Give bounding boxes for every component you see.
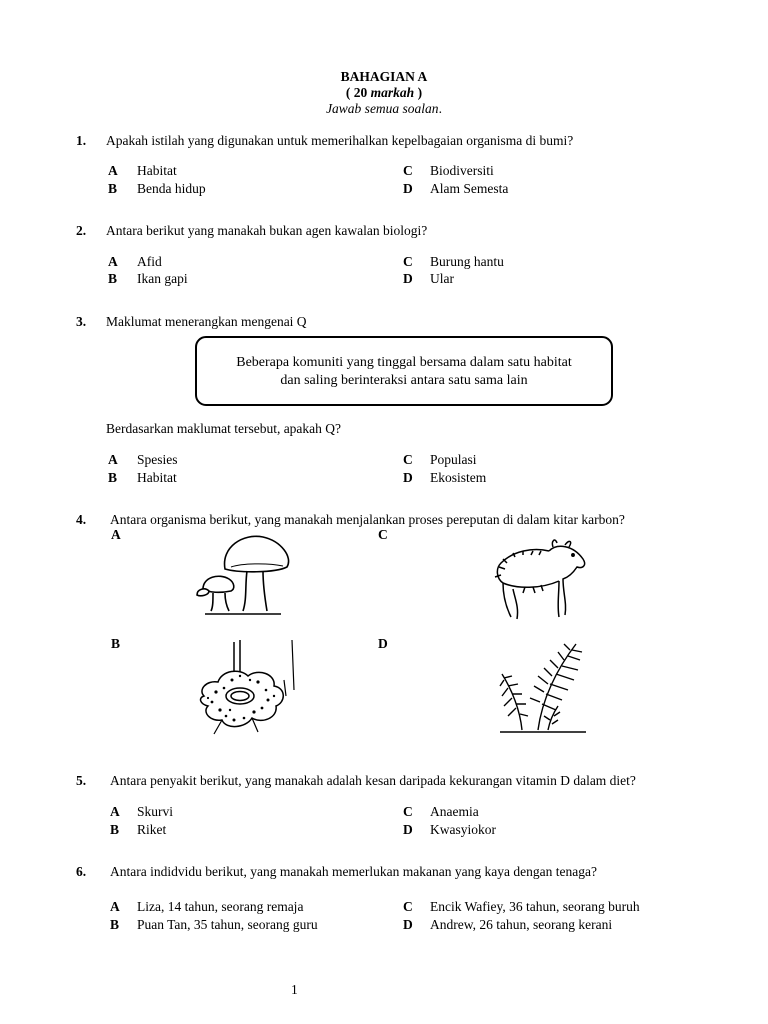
mushroom-picture[interactable] [195, 533, 295, 615]
option-letter-d: D [403, 271, 413, 286]
question-text: Antara berikut yang manakah bukan agen kawalan biologi? [106, 223, 428, 238]
question-text: Antara organisma berikut, yang manakah menjalankan proses pereputan di dalam kitar karbon? [110, 512, 625, 527]
goat-picture[interactable] [493, 533, 593, 623]
fern-picture[interactable] [498, 640, 588, 736]
question-number: 1. [76, 133, 87, 148]
option-letter-c: C [378, 527, 388, 542]
option-text-a[interactable]: Habitat [137, 163, 177, 178]
marks-open: ( 20 [345, 85, 371, 100]
option-text-d[interactable]: Ular [430, 271, 454, 286]
option-text-b[interactable]: Benda hidup [137, 181, 206, 196]
instruction-dot: . [438, 101, 442, 116]
option-text-b[interactable]: Ikan gapi [137, 271, 188, 286]
option-letter-a: A [108, 452, 118, 467]
option-text-a[interactable]: Afid [137, 254, 162, 269]
option-text-d[interactable]: Ekosistem [430, 470, 487, 485]
option-letter-d: D [403, 181, 413, 196]
option-text-d[interactable]: Andrew, 26 tahun, seorang kerani [430, 917, 613, 932]
option-text-b[interactable]: Riket [137, 822, 167, 837]
marks-line [0, 85, 768, 101]
question-number: 2. [76, 223, 87, 238]
option-letter-d: D [403, 470, 413, 485]
option-letter-b: B [108, 181, 118, 196]
option-text-c[interactable]: Encik Wafiey, 36 tahun, seorang buruh [430, 899, 640, 914]
info-box [195, 336, 613, 406]
option-letter-a: A [108, 254, 118, 269]
option-text-a[interactable]: Spesies [137, 452, 178, 467]
option-letter-c: C [403, 804, 413, 819]
page-number: 1 [291, 982, 298, 997]
option-letter-d: D [403, 917, 413, 932]
info-box-line-1: Beberapa komuniti yang tinggal bersama dalam satu habitat [236, 355, 572, 370]
section-title: BAHAGIAN A [340, 69, 428, 84]
option-letter-c: C [403, 163, 413, 178]
option-text-d[interactable]: Alam Semesta [430, 181, 509, 196]
info-box-line-2: dan saling berinteraksi antara satu sama lain [280, 373, 528, 388]
option-letter-d: D [378, 636, 388, 651]
option-letter-a: A [110, 804, 120, 819]
option-text-c[interactable]: Burung hantu [430, 254, 504, 269]
option-letter-b: B [108, 271, 118, 286]
question-text: Apakah istilah yang digunakan untuk memerihalkan kepelbagaian organisma di bumi? [106, 133, 574, 148]
question-text: Antara penyakit berikut, yang manakah adalah kesan daripada kekurangan vitamin D dalam diet? [110, 773, 636, 788]
question-number: 4. [76, 512, 87, 527]
option-letter-a: A [111, 527, 121, 542]
question-number: 5. [76, 773, 87, 788]
option-letter-b: B [110, 822, 120, 837]
question-text: Maklumat menerangkan mengenai Q [106, 314, 307, 329]
option-text-c[interactable]: Biodiversiti [430, 163, 494, 178]
option-letter-b: B [111, 636, 121, 651]
instruction-text: Jawab semua soalan [326, 101, 439, 116]
option-text-a[interactable]: Liza, 14 tahun, seorang remaja [137, 899, 304, 914]
option-letter-b: B [108, 470, 118, 485]
followup-text: Berdasarkan maklumat tersebut, apakah Q? [106, 421, 342, 436]
option-text-b[interactable]: Habitat [137, 470, 177, 485]
option-letter-c: C [403, 254, 413, 269]
question-number: 6. [76, 864, 87, 879]
question-number: 3. [76, 314, 87, 329]
option-letter-a: A [110, 899, 120, 914]
option-text-c[interactable]: Anaemia [430, 804, 479, 819]
rafflesia-flower-picture[interactable] [196, 640, 296, 740]
option-letter-d: D [403, 822, 413, 837]
option-letter-b: B [110, 917, 120, 932]
option-letter-a: A [108, 163, 118, 178]
option-text-d[interactable]: Kwasyiokor [430, 822, 496, 837]
option-text-a[interactable]: Skurvi [137, 804, 174, 819]
instruction-line [0, 101, 768, 117]
question-text: Antara indidvidu berikut, yang manakah memerlukan makanan yang kaya dengan tenaga? [110, 864, 597, 879]
option-letter-c: C [403, 899, 413, 914]
option-text-c[interactable]: Populasi [430, 452, 477, 467]
option-letter-c: C [403, 452, 413, 467]
marks-close: ) [414, 85, 423, 100]
marks-word: markah [370, 85, 415, 100]
option-text-b[interactable]: Puan Tan, 35 tahun, seorang guru [137, 917, 318, 932]
